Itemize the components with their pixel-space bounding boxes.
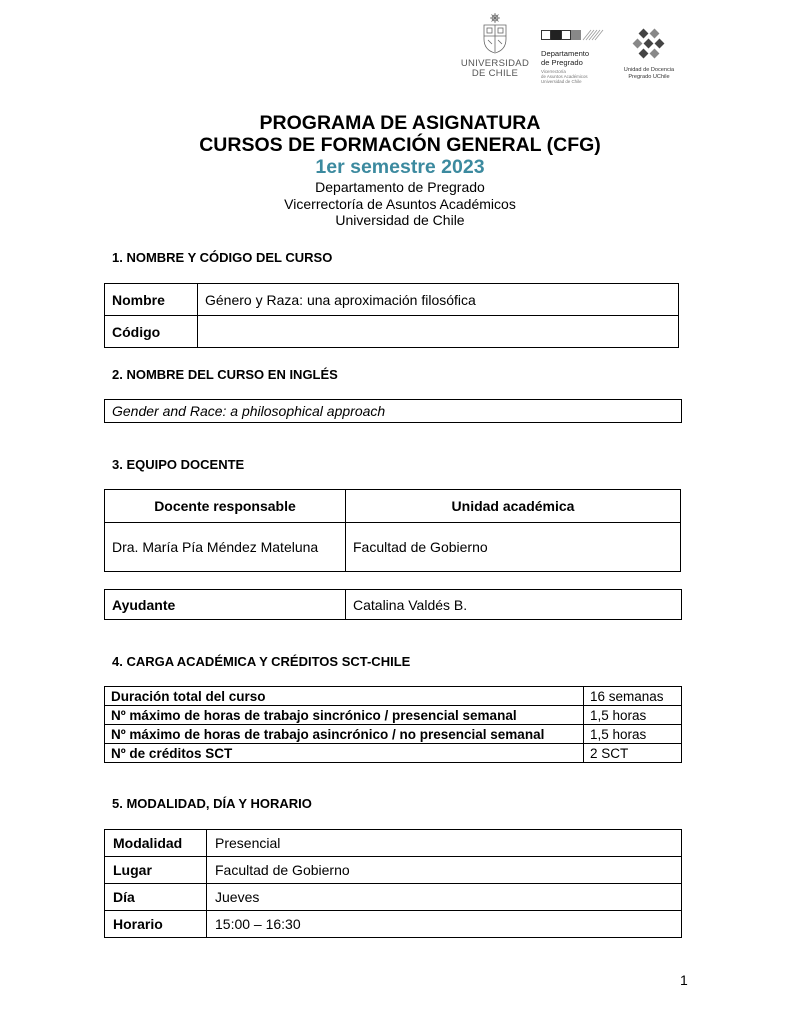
- section2-title: 2. NOMBRE DEL CURSO EN INGLÉS: [112, 367, 338, 382]
- table-row: [105, 830, 682, 857]
- document-title-line2: CURSOS DE FORMACIÓN GENERAL (CFG): [199, 134, 601, 156]
- load-label-duration: Duración total del curso: [105, 687, 584, 706]
- load-value-duration: 16 semanas: [584, 687, 682, 706]
- place-value: Facultad de Gobierno: [207, 857, 682, 884]
- departamento-pregrado-logo: [541, 28, 607, 85]
- course-code-value: [198, 316, 679, 348]
- department-squares-icon: [541, 29, 607, 41]
- docente-name: Dra. María Pía Méndez Mateluna: [105, 523, 346, 572]
- table-row: [105, 687, 682, 706]
- load-value-async-hours: 1,5 horas: [584, 725, 682, 744]
- load-value-credits: 2 SCT: [584, 744, 682, 763]
- section5-title: 5. MODALIDAD, DÍA Y HORARIO: [112, 796, 312, 811]
- table-row: [105, 490, 681, 523]
- day-label: Día: [105, 884, 207, 911]
- load-value-sync-hours: 1,5 horas: [584, 706, 682, 725]
- day-value: Jueves: [207, 884, 682, 911]
- header-line-department: Departamento de Pregrado: [315, 179, 485, 195]
- table-row: [105, 400, 682, 423]
- table-row: [105, 316, 679, 348]
- university-name-line1: UNIVERSIDAD: [460, 58, 530, 69]
- header-docente-responsable: Docente responsable: [105, 490, 346, 523]
- universidad-de-chile-logo: [455, 12, 535, 79]
- table-row: [105, 590, 682, 620]
- header-logos: [455, 12, 695, 92]
- department-title-line1: Departamento: [541, 49, 590, 58]
- semester-label: 1er semestre 2023: [315, 156, 485, 178]
- schedule-value: 15:00 – 16:30: [207, 911, 682, 938]
- assistant-label: Ayudante: [105, 590, 346, 620]
- department-title-line2: de Pregrado: [541, 57, 583, 67]
- english-name-table: [104, 399, 682, 423]
- document-header: [0, 112, 800, 229]
- schedule-label: Horario: [105, 911, 207, 938]
- department-sub-line3: Universidad de Chile: [541, 79, 582, 85]
- table-row: [105, 744, 682, 763]
- table-row: [105, 706, 682, 725]
- table-row: [105, 911, 682, 938]
- docente-unit: Facultad de Gobierno: [346, 523, 681, 572]
- table-row: [105, 884, 682, 911]
- assistant-table: [104, 589, 682, 620]
- load-label-credits: Nº de créditos SCT: [105, 744, 584, 763]
- modality-schedule-table: [104, 829, 682, 938]
- modality-value: Presencial: [207, 830, 682, 857]
- page-number: 1: [680, 972, 688, 988]
- header-line-vicerrectoria: Vicerrectoría de Asuntos Académicos: [284, 195, 516, 212]
- academic-load-table: [104, 686, 682, 763]
- course-code-label: Código: [105, 316, 198, 348]
- table-row: [105, 725, 682, 744]
- header-unidad-academica: Unidad académica: [346, 490, 681, 523]
- header-line-university: Universidad de Chile: [335, 212, 465, 228]
- teaching-team-table: [104, 489, 681, 572]
- table-row: [105, 523, 681, 572]
- department-sub-line1: Vicerrectoría: [541, 69, 566, 74]
- assistant-name: Catalina Valdés B.: [346, 590, 682, 620]
- university-seal-icon: [480, 12, 510, 54]
- course-name-code-table: [104, 283, 679, 348]
- teaching-unit-line1: Unidad de Docencia: [623, 67, 675, 73]
- section3-title: 3. EQUIPO DOCENTE: [112, 457, 245, 472]
- teaching-unit-mark-icon: [631, 28, 667, 62]
- load-label-async-hours: Nº máximo de horas de trabajo asincrónico / no presencial semanal: [105, 725, 584, 744]
- course-name-label: Nombre: [105, 284, 198, 316]
- unidad-docencia-logo: [615, 28, 683, 80]
- load-label-sync-hours: Nº máximo de horas de trabajo sincrónico / presencial semanal: [105, 706, 584, 725]
- modality-label: Modalidad: [105, 830, 207, 857]
- section1-title: 1. NOMBRE Y CÓDIGO DEL CURSO: [112, 250, 333, 265]
- place-label: Lugar: [105, 857, 207, 884]
- document-title-line1: PROGRAMA DE ASIGNATURA: [259, 112, 541, 134]
- table-row: [105, 284, 679, 316]
- course-name-value: Género y Raza: una aproximación filosófica: [198, 284, 679, 316]
- department-sub-line2: de Asuntos Académicos: [541, 74, 588, 80]
- university-name-line2: DE CHILE: [471, 68, 519, 79]
- english-course-name: Gender and Race: a philosophical approach: [105, 400, 682, 423]
- teaching-unit-line2: Pregrado UChile: [628, 73, 670, 80]
- table-row: [105, 857, 682, 884]
- section4-title: 4. CARGA ACADÉMICA Y CRÉDITOS SCT-CHILE: [112, 654, 411, 669]
